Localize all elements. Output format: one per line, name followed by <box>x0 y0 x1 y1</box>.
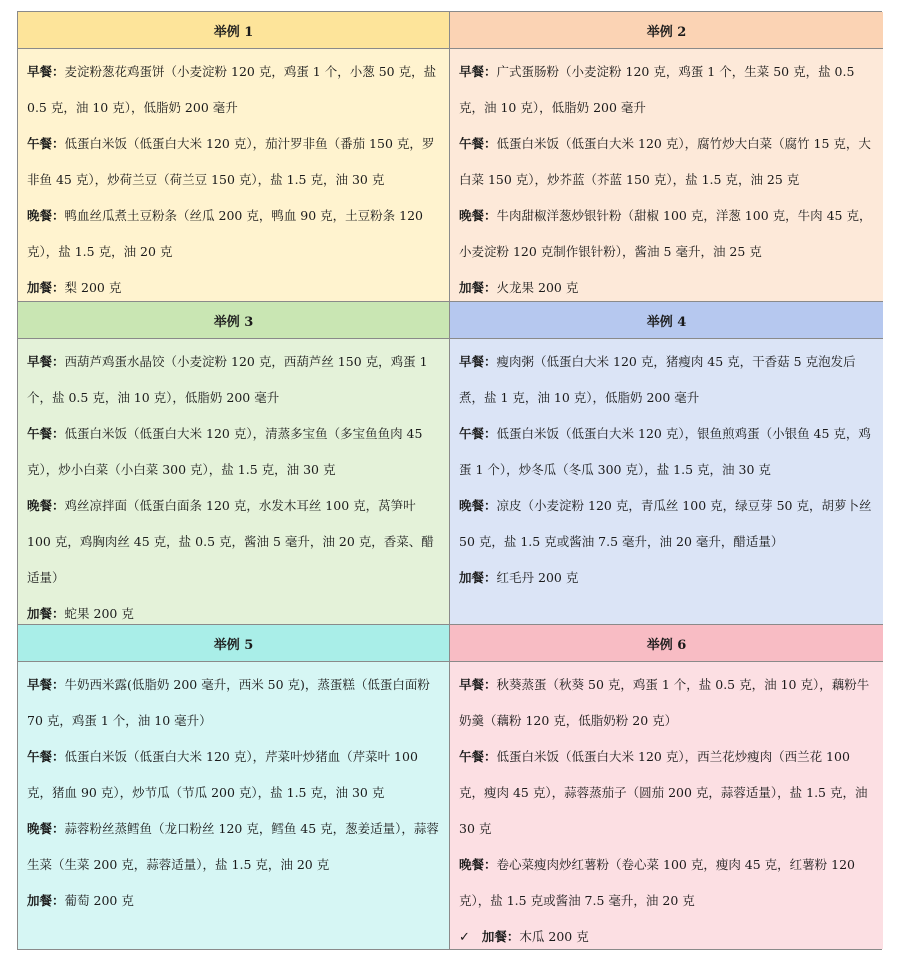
meal-label: 加餐： <box>27 280 65 295</box>
meal-label: 早餐： <box>27 677 65 692</box>
meal-text: 低蛋白米饭（低蛋白大米 120 克），芹菜叶炒猪血（芹菜叶 100 克，猪血 90 克），炒节瓜（节瓜 200 克），盐 1.5 克，油 30 克 <box>27 749 418 800</box>
meal-label: 晚餐： <box>27 498 65 513</box>
meal-text: 低蛋白米饭（低蛋白大米 120 克），茄汁罗非鱼（番茄 150 克，罗非鱼 45 克），炒荷兰豆（荷兰豆 150 克），盐 1.5 克，油 30 克 <box>27 136 435 187</box>
meal-text: 蛇果 200 克 <box>64 606 134 621</box>
snack-entry <box>459 560 875 596</box>
breakfast-entry <box>459 54 875 126</box>
meal-text: 秋葵蒸蛋（秋葵 50 克，鸡蛋 1 个，盐 0.5 克，油 10 克），藕粉牛奶羹（藕粉 120 克，低脂奶粉 20 克） <box>459 677 870 728</box>
example-4-title: 举例 4 <box>646 314 687 330</box>
meal-label: 晚餐： <box>27 208 65 223</box>
snack-entry <box>459 919 875 949</box>
meal-label: 晚餐： <box>459 857 497 872</box>
meal-text: 梨 200 克 <box>64 280 122 295</box>
example-3-header <box>18 302 450 339</box>
breakfast-entry <box>459 344 875 416</box>
meal-text: 卷心菜瘦肉炒红薯粉（卷心菜 100 克，瘦肉 45 克，红薯粉 120 克），盐 1.5 克或酱油 7.5 毫升，油 20 克 <box>459 857 856 908</box>
example-3-title: 举例 3 <box>213 314 254 330</box>
example-1-body <box>18 49 450 302</box>
meal-text: 低蛋白米饭（低蛋白大米 120 克），腐竹炒大白菜（腐竹 15 克，大白菜 150 克），炒芥蓝（芥蓝 150 克），盐 1.5 克，油 25 克 <box>459 136 871 187</box>
meal-label: 早餐： <box>27 64 65 79</box>
meal-label: 晚餐： <box>27 821 65 836</box>
meal-text: 低蛋白米饭（低蛋白大米 120 克），西兰花炒瘦肉（西兰花 100 克，瘦肉 45 克），蒜蓉蒸茄子（圆茄 200 克，蒜蓉适量），盐 1.5 克，油 30 克 <box>459 749 868 836</box>
meal-label: 早餐： <box>459 64 497 79</box>
meal-text: 广式蛋肠粉（小麦淀粉 120 克，鸡蛋 1 个，生菜 50 克，盐 0.5 克，油 10 克），低脂奶 200 毫升 <box>459 64 855 115</box>
meal-text: 葡萄 200 克 <box>64 893 134 908</box>
snack-entry <box>27 883 441 919</box>
meal-text: 鸡丝凉拌面（低蛋白面条 120 克，水发木耳丝 100 克，莴笋叶 100 克，鸡胸肉丝 45 克，盐 0.5 克，酱油 5 毫升，油 20 克，香菜、醋适量） <box>27 498 434 585</box>
meal-label: 午餐： <box>27 136 65 151</box>
breakfast-entry <box>27 344 441 416</box>
meal-label: 加餐： <box>481 929 520 944</box>
example-2-body <box>450 49 883 302</box>
meal-label: 加餐： <box>459 570 497 585</box>
meal-text: 鸭血丝瓜煮土豆粉条（丝瓜 200 克，鸭血 90 克，土豆粉条 120 克），盐 1.5 克，油 20 克 <box>27 208 424 259</box>
meal-label: 早餐： <box>459 354 497 369</box>
meal-text: 牛肉甜椒洋葱炒银针粉（甜椒 100 克，洋葱 100 克，牛肉 45 克，小麦淀粉 120 克制作银针粉），酱油 5 毫升，油 25 克 <box>459 208 872 259</box>
lunch-entry <box>27 126 441 198</box>
lunch-entry <box>27 739 441 811</box>
meal-text: 蒜蓉粉丝蒸鳕鱼（龙口粉丝 120 克，鳕鱼 45 克，葱姜适量），蒜蓉生菜（生菜 200 克，蒜蓉适量），盐 1.5 克，油 20 克 <box>27 821 439 872</box>
lunch-entry <box>459 739 875 847</box>
example-5-header <box>18 625 450 662</box>
meal-text: 低蛋白米饭（低蛋白大米 120 克），银鱼煎鸡蛋（小银鱼 45 克，鸡蛋 1 个），炒冬瓜（冬瓜 300 克），盐 1.5 克，油 30 克 <box>459 426 871 477</box>
example-1-title: 举例 1 <box>213 24 254 40</box>
breakfast-entry <box>27 54 441 126</box>
meal-label: 午餐： <box>459 749 497 764</box>
dinner-entry <box>27 488 441 596</box>
example-6-body <box>450 662 883 949</box>
meal-label: 晚餐： <box>459 208 497 223</box>
example-5-title: 举例 5 <box>213 637 254 653</box>
meal-text: 瘦肉粥（低蛋白大米 120 克，猪瘦肉 45 克，干香菇 5 克泡发后煮，盐 1 克，油 10 克），低脂奶 200 毫升 <box>459 354 856 405</box>
meal-text: 牛奶西米露(低脂奶 200 毫升，西米 50 克)，蒸蛋糕（低蛋白面粉 70 克，鸡蛋 1 个，油 10 毫升） <box>27 677 430 728</box>
snack-entry <box>27 270 441 302</box>
meal-label: 早餐： <box>27 354 65 369</box>
meal-label: 午餐： <box>459 426 497 441</box>
example-1-header <box>18 12 450 49</box>
meal-text: 西葫芦鸡蛋水晶饺（小麦淀粉 120 克，西葫芦丝 150 克，鸡蛋 1 个，盐 0.5 克，油 10 克），低脂奶 200 毫升 <box>27 354 428 405</box>
lunch-entry <box>459 126 875 198</box>
meal-label: 加餐： <box>459 280 497 295</box>
example-2-header <box>450 12 883 49</box>
breakfast-entry <box>459 667 875 739</box>
meal-label: 午餐： <box>27 749 65 764</box>
example-3-body <box>18 339 450 625</box>
checkmark-icon: ✓ <box>459 930 470 945</box>
example-2-title: 举例 2 <box>646 24 687 40</box>
meal-label: 晚餐： <box>459 498 497 513</box>
dinner-entry <box>27 198 441 270</box>
meal-text: 木瓜 200 克 <box>519 929 589 944</box>
meal-text: 麦淀粉葱花鸡蛋饼（小麦淀粉 120 克，鸡蛋 1 个，小葱 50 克，盐 0.5 克，油 10 克），低脂奶 200 毫升 <box>27 64 437 115</box>
meal-text: 低蛋白米饭（低蛋白大米 120 克），清蒸多宝鱼（多宝鱼鱼肉 45 克），炒小白菜（小白菜 300 克），盐 1.5 克，油 30 克 <box>27 426 423 477</box>
example-4-body <box>450 339 883 625</box>
snack-entry <box>27 596 441 625</box>
lunch-entry <box>459 416 875 488</box>
breakfast-entry <box>27 667 441 739</box>
meal-label: 午餐： <box>459 136 497 151</box>
example-6-header <box>450 625 883 662</box>
meal-label: 加餐： <box>27 893 65 908</box>
dinner-entry <box>459 488 875 560</box>
example-6-title: 举例 6 <box>646 637 687 653</box>
dinner-entry <box>459 847 875 919</box>
meal-text: 凉皮（小麦淀粉 120 克，青瓜丝 100 克，绿豆芽 50 克，胡萝卜丝 50 克，盐 1.5 克或酱油 7.5 毫升，油 20 毫升，醋适量） <box>459 498 872 549</box>
dinner-entry <box>459 198 875 270</box>
lunch-entry <box>27 416 441 488</box>
dinner-entry <box>27 811 441 883</box>
meal-label: 早餐： <box>459 677 497 692</box>
meal-text: 红毛丹 200 克 <box>496 570 579 585</box>
example-5-body <box>18 662 450 949</box>
meal-text: 火龙果 200 克 <box>496 280 579 295</box>
meal-examples-table <box>17 11 882 950</box>
meal-label: 加餐： <box>27 606 65 621</box>
meal-label: 午餐： <box>27 426 65 441</box>
example-4-header <box>450 302 883 339</box>
snack-entry <box>459 270 875 302</box>
